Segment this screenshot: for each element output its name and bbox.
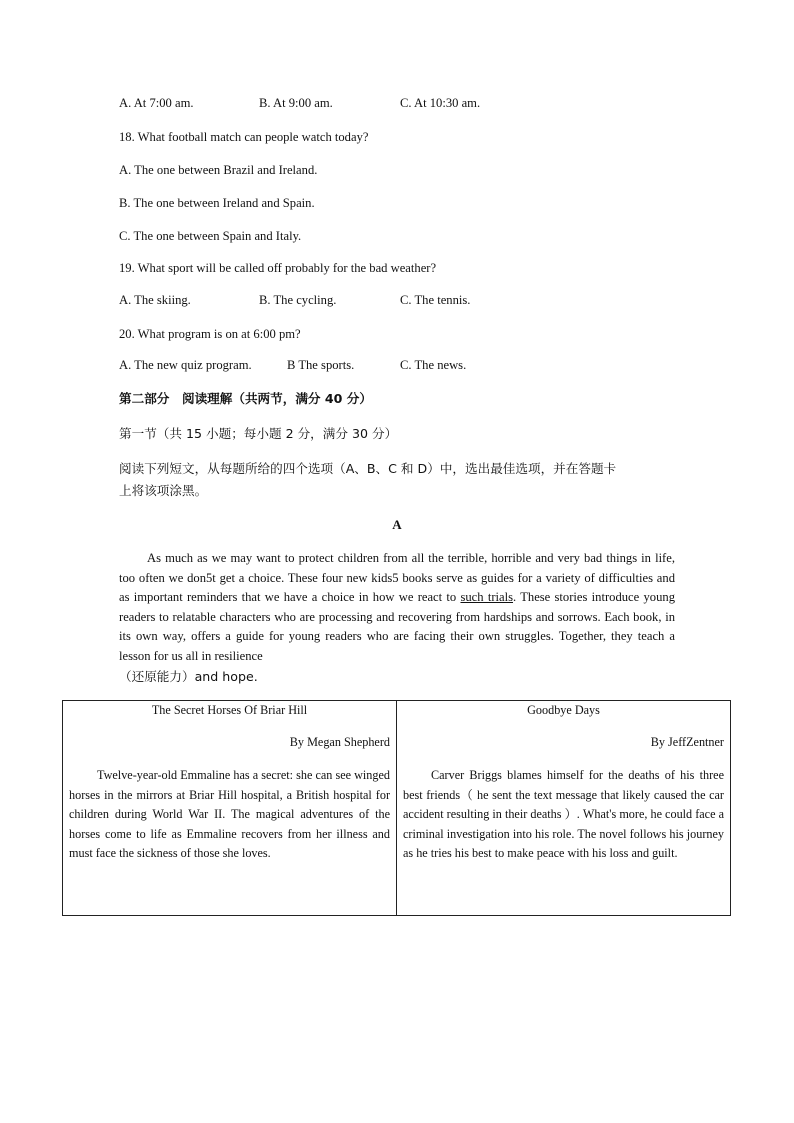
book-2-title: Goodbye Days [527, 703, 600, 717]
q18-option-a: A. The one between Brazil and Ireland. [119, 163, 318, 177]
q19-option-a: A. The skiing. [119, 293, 191, 307]
passage-text-end: （还原能力）and hope. [119, 668, 258, 684]
book-table [62, 700, 731, 916]
q20-option-c: C. The news. [400, 358, 467, 372]
instruction-line-1: 阅读下列短文，从每题所给的四个选项（A、B、C 和 D）中，选出最佳选项，并在答题卡 [119, 461, 617, 476]
q17-option-a: A. At 7:00 am. [119, 96, 194, 110]
q17-option-b: B. At 9:00 am. [259, 96, 333, 110]
book-cell-2 [397, 701, 731, 916]
q20-option-a: A. The new quiz program. [119, 358, 252, 372]
book-cell-1 [63, 701, 397, 916]
passage-text-before: As much as we may want to protect children from all the terrible, horrible and very bad things in life, too often we don5t get a choice. These four new kids5 books serve as guides for a variety of difficulties and as important reminders that we have a choice in how we react to [119, 551, 675, 605]
instruction-line-2: 上将该项涂黑。 [119, 483, 208, 498]
q20-question: 20. What program is on at 6:00 pm? [119, 327, 301, 341]
passage-underlined: such trials [460, 590, 514, 605]
book-2-author: By JeffZentner [650, 735, 724, 749]
book-1-title: The Secret Horses Of Briar Hill [151, 703, 308, 717]
passage-text-after: . These stories introduce young readers to relatable characters who are processing and recovering from hardships and sorrows. Each book, in its own way, offers a guide for young readers who are facing their own struggles. Together, they teach a lesson for us all in resilience [119, 590, 675, 663]
passage-a-body [119, 549, 675, 687]
q18-option-c: C. The one between Spain and Italy. [119, 229, 302, 243]
q18-option-b: B. The one between Ireland and Spain. [119, 196, 315, 210]
q19-question: 19. What sport will be called off probably for the bad weather? [119, 261, 437, 275]
q20-option-b: B The sports. [287, 358, 355, 372]
book-1-description: Twelve-year-old Emmaline has a secret: she can see winged horses in the mirrors at Briar Hill hospital, a British hospital for children during World War II. The magical adventures of the horses come to life as Emmaline recovers from her illness and must face the sickness of those she loves. [69, 768, 390, 861]
q19-option-b: B. The cycling. [259, 293, 337, 307]
book-1-author: By Megan Shepherd [289, 735, 390, 749]
book-2-description: Carver Briggs blames himself for the deaths of his three best friends（ he sent the text message that likely caused the car accident resulting in their deaths ）. What's more, he could face a criminal investigation into his role. The novel follows his journey as he tries his best to make peace with his loss and guilt. [403, 768, 724, 861]
q19-option-c: C. The tennis. [400, 293, 471, 307]
section1-heading: 第一节（共 15 小题；每小题 2 分，满分 30 分） [119, 426, 398, 441]
q18-question: 18. What football match can people watch today? [119, 130, 369, 144]
q17-option-c: C. At 10:30 am. [400, 96, 481, 110]
part2-heading: 第二部分 阅读理解（共两节，满分 40 分） [119, 391, 372, 406]
passage-label: A [392, 517, 402, 532]
